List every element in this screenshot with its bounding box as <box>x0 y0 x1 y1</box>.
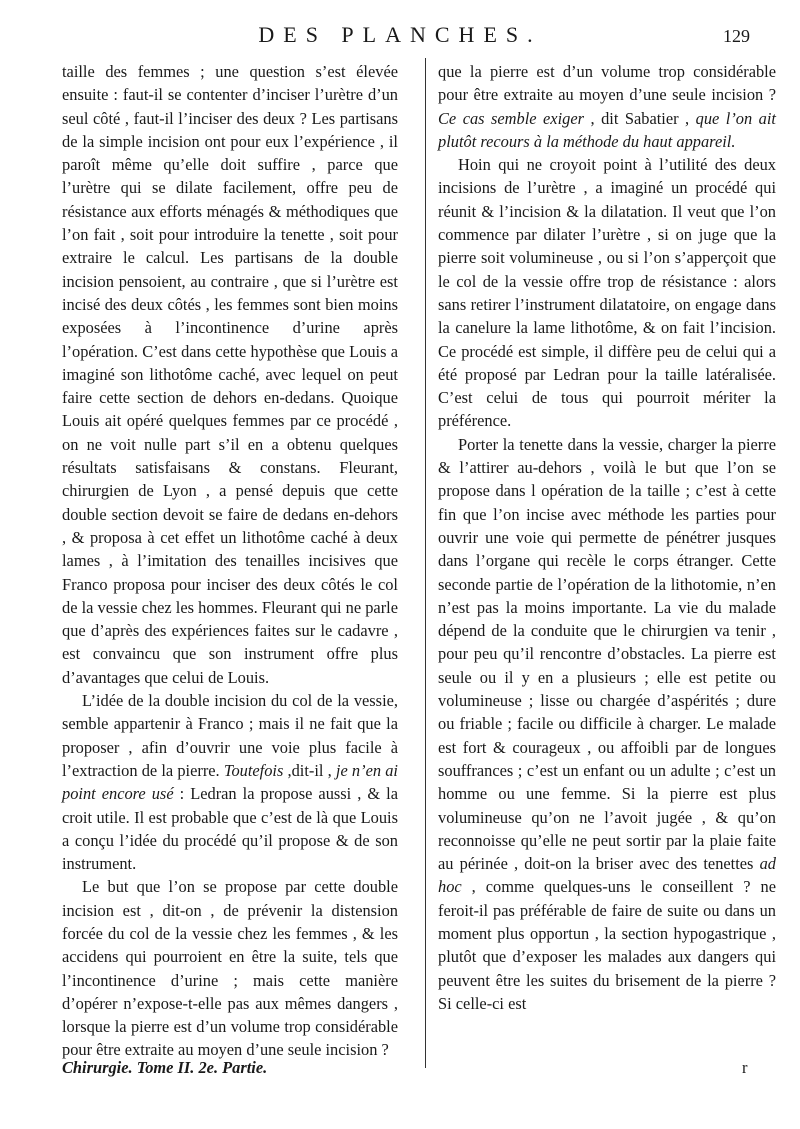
text-run: que la pierre est d’un volume trop considérable pour être extraite au moyen d’une seule incision ? <box>438 62 776 105</box>
text-run: ,dit-il , <box>287 760 332 780</box>
italic-quote: Toutefois <box>223 760 284 780</box>
text-run: : Ledran la propose aussi , & la croit utile. Il est probable que c’est de là que Louis a conçu l’idée du procédé qu’il propose & de son instrument. <box>62 784 398 874</box>
text-run: L’idée de la double incision du col de la vessie, semble appartenir à Franco ; mais il ne fait que la proposer , afin d’ouvrir une voie plus facile à l’extraction de la pierre. <box>62 691 398 780</box>
paragraph: Hoin qui ne croyoit point à l’utilité des deux incisions de l’urètre , a imaginé un procédé qui réunit & l’incision & la dilatation. Il veut que l’on commence par dilater l’urètre , si on juge que la pierre soit volumineuse , ou si l’on s’apperçoit que le col de la vessie offre trop de résistance : alors sans retirer l’instrument dilatatoire, on engage dans la canelure la lame lithotôme, & on fait l’incision. Ce procédé est simple, il diffère peu de celui qui a été proposé par Ledran pour la taille latéralisée. C’est celui de tous qui pourroit mériter la préférence. <box>438 155 776 431</box>
italic-term: ad hoc <box>438 854 776 897</box>
running-title: DES PLANCHES. <box>258 22 542 47</box>
paragraph: taille des femmes ; une question s’est élevée ensuite : faut-il se contenter d’inciser l’urètre d’un seul côté , faut-il l’inciser des deux ? Les partisans de la simple incision ont pour eux l’expérience , il paroît même qu’elle doit suffire , parce que l’urètre qui se dilate facilement, offre peu de résistance aux efforts ménagés & méthodiques que l’on fait , soit pour introduire la tenette , soit pour extraire le calcul. Les partisans de la double incision pensoient, au contraire , que si l’urètre est incisé des deux côtés , les femmes sont bien moins exposées à l’incontinence d’urine après l’opération. C’est dans cette hypothèse que Louis a imaginé son lithotôme caché, avec lequel on peut faire cette section de dehors en-dedans. Quoique Louis ait opéré quelques femmes par ce procédé , on ne voit nulle part s’il en a obtenu quelques résultats satisfaisans & constans. Fleurant, chirurgien de Lyon , a pensé depuis que cette double section devoit se faire de dedans en-dehors , & proposa à cet effet un lithotôme caché à deux lames , à l’imitation des tenailles incisives que Franco proposa pour inciser des deux côtés le col de la vessie chez les hommes. Fleurant qui ne parle que d’après des expériences faites sur le cadavre , est convaincu que son instrument offre plus d’avantages que celui de Louis. <box>62 62 398 687</box>
paragraph: Le but que l’on se propose par cette double incision est , dit-on , de prévenir la distension forcée du col de la vessie chez les femmes , & les accidens qui pourroient en être la suite, tels que l’incontinence d’urine ; mais cette manière d’opérer n’expose-t-elle pas aux mêmes dangers , lorsque la pierre est d’un volume trop considérable pour être extraite au moyen d’une seule incision ? <box>62 877 398 1060</box>
italic-quote: que l’on ait plutôt recours à la méthode du haut appareil. <box>438 108 776 151</box>
column-divider <box>425 58 426 1068</box>
paragraph <box>62 689 398 875</box>
italic-quote: je n’en ai point encore usé <box>62 760 398 804</box>
left-column <box>62 60 398 1062</box>
paragraph <box>438 433 776 1015</box>
italic-quote: Ce cas semble exiger <box>438 108 584 128</box>
right-column <box>438 60 776 1015</box>
running-head <box>0 22 800 52</box>
paragraph <box>438 60 776 153</box>
text-run: Porter la tenette dans la vessie, charger la pierre & l’attirer au-dehors , voilà le but que l’on se propose dans l opération de la taille ; c’est à cette fin que l’on incise avec méthode les parties pour ouvrir une voie qui permette de pénétrer jusques dans l’organe qui recèle le corps étranger. Cette seconde partie de l’opération de la lithotomie, n’en n’est pas la moins importante. La vie du malade dépend de la conduite que le chirurgien va tenir , pour peu qu’il rencontre d’obstacles. La pierre est seule ou il y en a plusieurs ; elle est petite ou volumineuse ; lisse ou chargée d’aspérités ; dure ou friable ; facile ou difficile à charger. Le malade est fort & courageux , ou affoibli par de longues souffrances ; c’est un enfant ou un adulte ; c’est un homme ou une femme. Si la pierre est plus volumineuse qu’on ne l’avoit jugée , & qu’on reconnoisse qu’elle ne peut sortir par la plaie faite au périnée , doit-on la briser avec des tenettes <box>438 434 776 874</box>
page-number: 129 <box>723 26 750 46</box>
signature-mark: r <box>742 1058 748 1077</box>
text-run: , dit Sabatier , <box>590 108 690 128</box>
text-run: , comme quelques-uns le conseillent ? ne feroit-il pas préférable de faire de suite ou dans un moment plus opportun , la section hypogastrique , plutôt que d’exposer les malades aux dangers qui peuvent être les suites du brisement de la pierre ? Si celle-ci est <box>438 877 776 1013</box>
footer-title: Chirurgie. Tome II. 2e. Partie. <box>62 1058 268 1077</box>
